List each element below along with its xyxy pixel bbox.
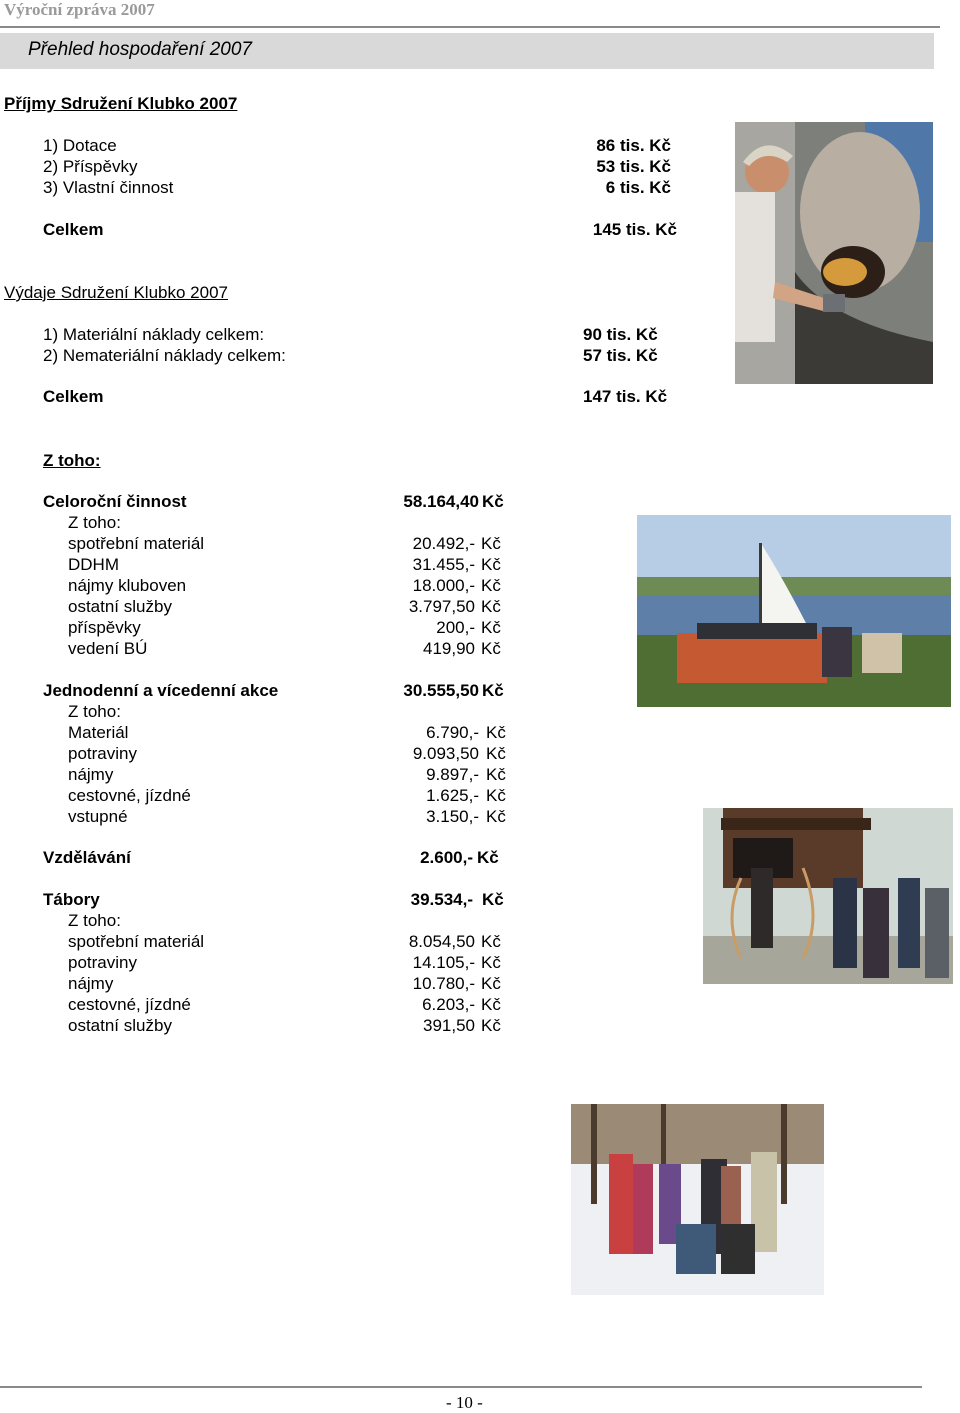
item-label: ostatní služby — [68, 1016, 172, 1035]
item-amount: 419,90 — [423, 639, 475, 658]
group-total-currency: Kč — [482, 890, 504, 909]
income-item-label: 2) Příspěvky — [43, 157, 138, 176]
item-label: nájmy — [68, 765, 114, 784]
item-currency: Kč — [486, 807, 506, 826]
item-currency: Kč — [481, 974, 501, 993]
item-amount: 14.105,- — [412, 953, 475, 972]
item-currency: Kč — [481, 576, 501, 595]
item-amount: 8.054,50 — [408, 932, 475, 951]
item-currency: Kč — [481, 995, 501, 1014]
item-label: vedení BÚ — [68, 639, 148, 658]
income-total-label: Celkem — [43, 220, 104, 239]
item-label: vstupné — [68, 807, 128, 826]
group-total-currency: Kč — [482, 681, 504, 700]
item-label: cestovné, jízdné — [68, 786, 191, 805]
item-currency: Kč — [481, 639, 501, 658]
income-item-label: 1) Dotace — [43, 136, 117, 155]
item-label: Materiál — [68, 723, 129, 742]
income-item-value: 6 tis. Kč — [605, 178, 671, 197]
header-divider — [0, 26, 940, 28]
item-label: nájmy — [68, 974, 114, 993]
item-amount: 200,- — [436, 618, 475, 637]
expenses-title: Výdaje Sdružení Klubko 2007 — [4, 283, 228, 302]
group-total-currency: Kč — [477, 848, 499, 867]
income-item-value: 86 tis. Kč — [596, 136, 671, 155]
running-title: Výroční zpráva 2007 — [4, 0, 155, 19]
sub-heading: Z toho: — [68, 702, 121, 721]
item-currency: Kč — [486, 744, 506, 763]
item-currency: Kč — [481, 534, 501, 553]
group-total-num: 58.164,40 — [403, 492, 479, 511]
group-name: Celoroční činnost — [43, 492, 187, 511]
item-amount: 9.093,50 — [412, 744, 479, 763]
income-title: Příjmy Sdružení Klubko 2007 — [4, 94, 238, 113]
group-total-num: 2.600,- — [420, 848, 473, 867]
expense-item-value: 90 tis. Kč — [583, 325, 658, 344]
item-currency: Kč — [481, 618, 501, 637]
item-amount: 6.203,- — [422, 995, 475, 1014]
item-amount: 10.780,- — [412, 974, 475, 993]
group-name: Jednodenní a vícedenní akce — [43, 681, 279, 700]
breakdown-title: Z toho: — [43, 451, 101, 470]
expense-item-value: 57 tis. Kč — [583, 346, 658, 365]
income-item-label: 3) Vlastní činnost — [43, 178, 174, 197]
page-number: - 10 - — [446, 1393, 483, 1412]
item-currency: Kč — [481, 1016, 501, 1035]
item-label: DDHM — [68, 555, 119, 574]
item-label: nájmy kluboven — [68, 576, 187, 595]
expense-item-label: 1) Materiální náklady celkem: — [43, 325, 265, 344]
item-amount: 31.455,- — [412, 555, 475, 574]
item-amount: 20.492,- — [412, 534, 475, 553]
group-name: Tábory — [43, 890, 100, 909]
group-total-currency: Kč — [482, 492, 504, 511]
group-name: Vzdělávání — [43, 848, 131, 867]
item-amount: 1.625,- — [426, 786, 479, 805]
item-amount: 6.790,- — [426, 723, 479, 742]
income-total-value: 145 tis. Kč — [592, 220, 677, 239]
photo-lake-group — [637, 515, 951, 707]
item-amount: 9.897,- — [426, 765, 479, 784]
group-total-num: 30.555,50 — [403, 681, 479, 700]
expenses-total-value: 147 tis. Kč — [583, 387, 668, 406]
expenses-total-label: Celkem — [43, 387, 104, 406]
item-label: cestovné, jízdné — [68, 995, 191, 1014]
sub-heading: Z toho: — [68, 911, 121, 930]
item-amount: 3.797,50 — [408, 597, 475, 616]
item-label: ostatní služby — [68, 597, 172, 616]
expense-item-label: 2) Nemateriální náklady celkem: — [43, 346, 286, 365]
footer-divider — [0, 1386, 922, 1388]
item-currency: Kč — [486, 765, 506, 784]
item-label: spotřební materiál — [68, 534, 205, 553]
item-currency: Kč — [486, 786, 506, 805]
item-label: potraviny — [68, 744, 137, 763]
item-label: spotřební materiál — [68, 932, 205, 951]
photo-kiln — [735, 122, 933, 384]
item-currency: Kč — [481, 932, 501, 951]
photo-winter-group — [571, 1104, 824, 1295]
item-label: příspěvky — [68, 618, 141, 637]
item-currency: Kč — [486, 723, 506, 742]
item-currency: Kč — [481, 555, 501, 574]
item-amount: 3.150,- — [426, 807, 479, 826]
item-label: potraviny — [68, 953, 137, 972]
item-amount: 18.000,- — [412, 576, 475, 595]
sub-heading: Z toho: — [68, 513, 121, 532]
item-currency: Kč — [481, 597, 501, 616]
section-title: Přehled hospodaření 2007 — [28, 39, 252, 60]
photo-archery — [703, 808, 953, 984]
item-currency: Kč — [481, 953, 501, 972]
group-total-num: 39.534,- — [410, 890, 473, 909]
item-amount: 391,50 — [423, 1016, 475, 1035]
income-item-value: 53 tis. Kč — [596, 157, 671, 176]
